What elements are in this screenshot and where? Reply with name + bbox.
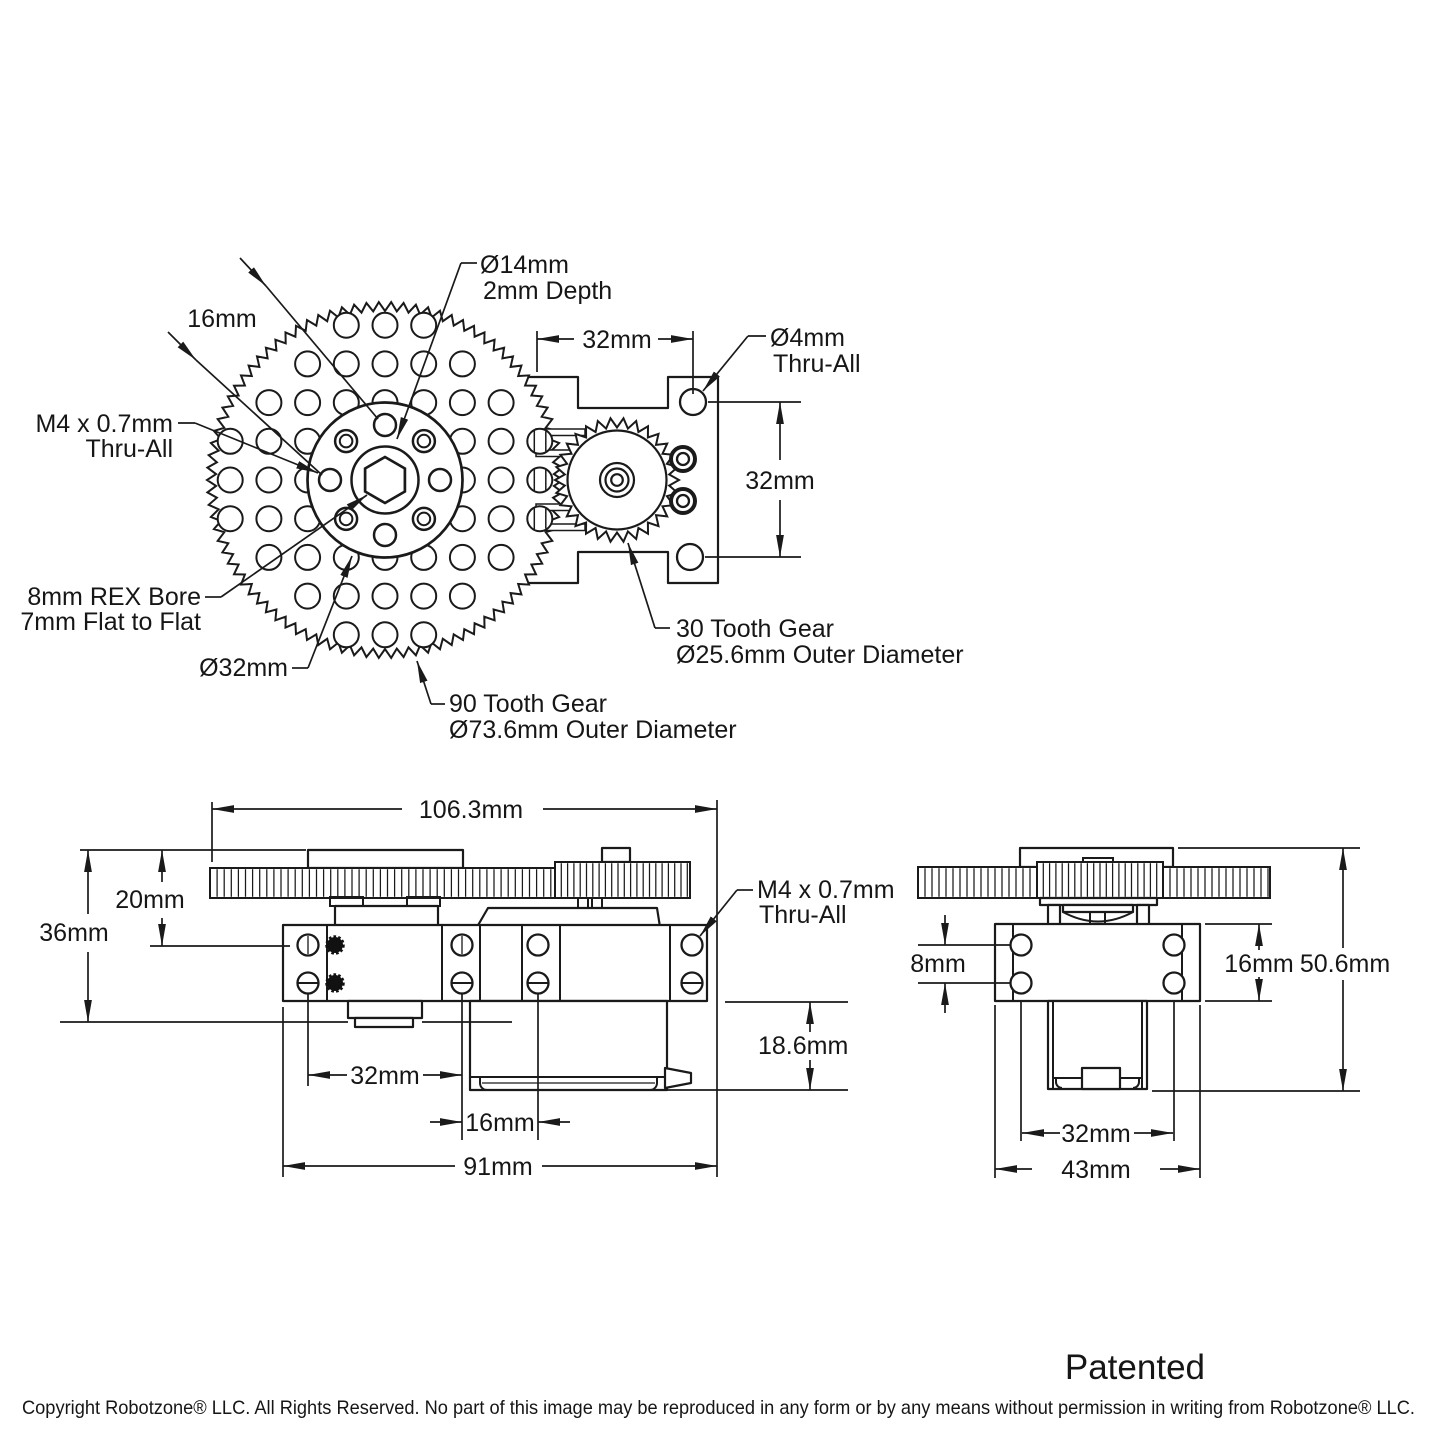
callout-channel-screw xyxy=(700,876,895,936)
dim-label-overall-width: 106.3mm xyxy=(418,796,524,824)
callout-label: M4 x 0.7mm xyxy=(757,876,895,904)
hub-spacer-front xyxy=(335,906,438,927)
servo-horn xyxy=(1063,905,1133,912)
dim-bracket-height xyxy=(705,402,815,557)
callout-gear90 xyxy=(417,661,737,744)
callout-bracket-hole xyxy=(703,324,861,391)
callout-label: Ø4mm xyxy=(770,324,845,352)
copyright-notice: Copyright Robotzone® LLC. All Rights Reserved. No part of this image may be reproduced in any form or by any means without permission in writing from Robotzone® LLC. xyxy=(22,1397,1415,1419)
callout-label: 8mm REX Bore xyxy=(27,583,201,611)
callout-label: Ø25.6mm Outer Diameter xyxy=(676,641,964,669)
dim-label-bracket-height: 32mm xyxy=(745,467,815,495)
pinion-hub-front xyxy=(602,848,630,862)
dim-label-channel-length: 91mm xyxy=(463,1153,533,1181)
servo-horn-arc xyxy=(1063,912,1133,922)
servo-bottom-tab xyxy=(1082,1068,1120,1089)
gear-train-geometry xyxy=(207,302,679,658)
top-view xyxy=(20,251,963,744)
servo-connector xyxy=(665,1068,691,1088)
servo-post xyxy=(592,898,602,908)
dim-label-servo-drop: 18.6mm xyxy=(758,1032,849,1060)
set-screw xyxy=(327,937,343,953)
hub-plate-front xyxy=(308,850,463,868)
dim-label-bracket-width: 32mm xyxy=(582,326,652,354)
callout-label: 90 Tooth Gear xyxy=(449,690,607,718)
dim-label-channel-width: 43mm xyxy=(1061,1156,1131,1184)
side-view xyxy=(910,848,1390,1184)
set-screw xyxy=(327,975,343,991)
servo-post xyxy=(1048,905,1060,926)
patented-label: Patented xyxy=(1064,1348,1205,1387)
dim-label-hole-inset: 8mm xyxy=(910,950,966,978)
callout-label: Thru-All xyxy=(773,350,861,378)
callout-label: 30 Tooth Gear xyxy=(676,615,834,643)
dim-label-hole-spacing-16: 16mm xyxy=(465,1109,535,1137)
channel-front xyxy=(283,925,707,1001)
callout-label: Ø14mm xyxy=(480,251,569,279)
gear-bands-front xyxy=(210,862,690,898)
dim-label-hole-spacing-side: 32mm xyxy=(1061,1120,1131,1148)
servo-post xyxy=(578,898,588,908)
callout-label: Thru-All xyxy=(759,901,847,929)
callout-label: 2mm Depth xyxy=(483,277,613,305)
dim-label-hub-spacing: 16mm xyxy=(187,305,257,333)
motor-bushing-tip xyxy=(355,1018,413,1027)
callout-label: 7mm Flat to Flat xyxy=(20,608,201,636)
dim-label-body-height: 36mm xyxy=(39,919,109,947)
callout-label: Ø73.6mm Outer Diameter xyxy=(449,716,737,744)
gear-bands-side xyxy=(918,862,1270,898)
dim-channel-height xyxy=(1205,924,1294,1001)
dim-label-channel-height: 16mm xyxy=(1224,950,1294,978)
dim-label-overall-height: 50.6mm xyxy=(1299,950,1391,978)
callout-label: Ø32mm xyxy=(199,654,288,682)
callout-label: Thru-All xyxy=(85,435,173,463)
bracket-hole-bottom xyxy=(677,544,703,570)
servo-post xyxy=(1137,905,1149,926)
motor-bushing xyxy=(348,1001,422,1018)
bracket-screw-inner xyxy=(677,495,689,507)
dim-label-hole-spacing-32: 32mm xyxy=(350,1062,420,1090)
bracket-screw-inner xyxy=(677,453,689,465)
dim-label-gear-height: 20mm xyxy=(115,886,185,914)
front-view xyxy=(39,796,894,1181)
callout-label: M4 x 0.7mm xyxy=(35,410,173,438)
